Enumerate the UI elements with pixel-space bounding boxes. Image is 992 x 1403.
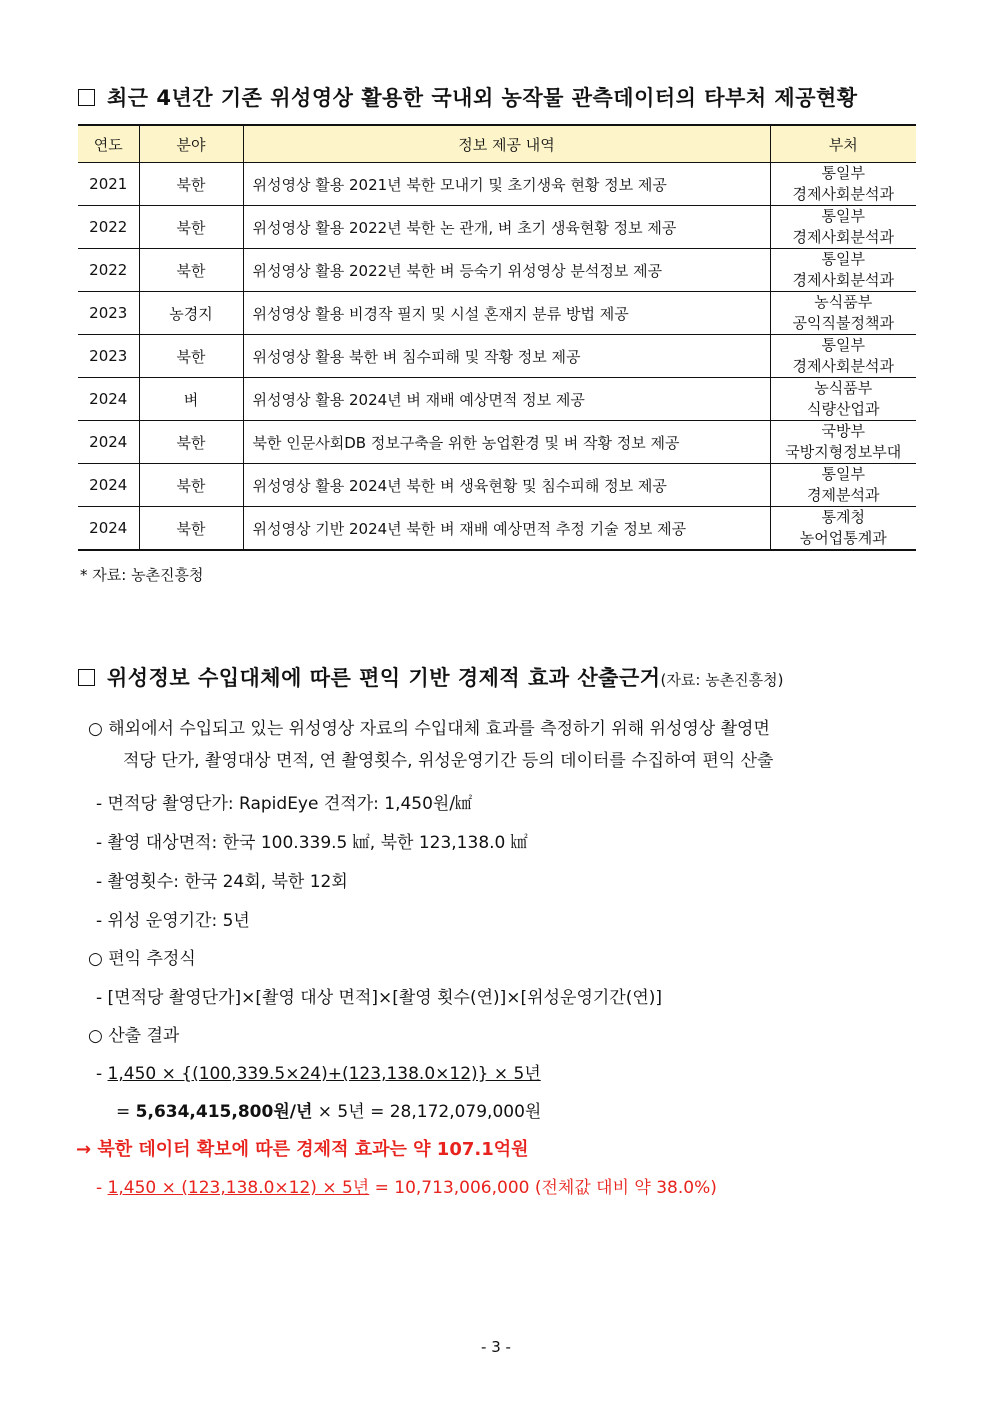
cell-field: 북한 [139, 507, 243, 551]
dept-division: 경제사회분석과 [792, 228, 894, 246]
table-header-row [78, 125, 916, 163]
table-row [78, 292, 916, 335]
dept-ministry: 통일부 [821, 164, 865, 182]
cell-field: 북한 [139, 249, 243, 292]
cell-description: 위성영상 활용 2022년 북한 벼 등숙기 위성영상 분석정보 제공 [243, 249, 770, 292]
cell-department [770, 163, 916, 206]
cell-department [770, 206, 916, 249]
item-target-area: - 촬영 대상면적: 한국 100.339.5 ㎢, 북한 123,138.0 ㎢ [96, 833, 528, 853]
calc-result-line [116, 1097, 541, 1122]
table-section-title-text: 최근 4년간 기존 위성영상 활용한 국내외 농작물 관측데이터의 타부처 제공현황 [107, 86, 858, 110]
cell-year: 2024 [78, 507, 139, 551]
cell-description: 위성영상 활용 비경작 필지 및 시설 혼재지 분류 방법 제공 [243, 292, 770, 335]
cell-description: 북한 인문사회DB 정보구축을 위한 농업환경 및 벼 작황 정보 제공 [243, 421, 770, 464]
header-field: 분야 [139, 125, 243, 163]
cell-department [770, 292, 916, 335]
nk-expression: 1,450 × (123,138.0×12) × 5년 [107, 1178, 370, 1198]
table-row [78, 378, 916, 421]
cell-field: 북한 [139, 206, 243, 249]
cell-description: 위성영상 활용 2024년 북한 벼 생육현황 및 침수피해 정보 제공 [243, 464, 770, 507]
table-row [78, 163, 916, 206]
bullet-benefit-formula: ○ 편익 추정식 [88, 949, 196, 969]
cell-year: 2022 [78, 206, 139, 249]
cell-year: 2024 [78, 464, 139, 507]
benefit-section-source: (자료: 농촌진흥청) [660, 671, 784, 689]
dept-ministry: 통일부 [821, 465, 865, 483]
source-note: * 자료: 농촌진흥청 [80, 566, 204, 584]
header-description: 정보 제공 내역 [243, 125, 770, 163]
formula-text: - [면적당 촬영단가]×[촬영 대상 면적]×[촬영 횟수(연)]×[위성운영기간(연)] [96, 988, 663, 1008]
dept-division: 경제사회분석과 [792, 185, 894, 203]
nk-prefix: - [96, 1178, 108, 1198]
cell-description: 위성영상 활용 2024년 벼 재배 예상면적 정보 제공 [243, 378, 770, 421]
cell-year: 2023 [78, 335, 139, 378]
benefit-section-title [78, 662, 784, 692]
table-row [78, 249, 916, 292]
cell-year: 2024 [78, 378, 139, 421]
conclusion-text: → 북한 데이터 확보에 따른 경제적 효과는 약 107.1억원 [76, 1139, 529, 1160]
bullet-intro-line2: 적당 단가, 촬영대상 면적, 연 촬영횟수, 위성운영기간 등의 데이터를 수집하여 편익 산출 [123, 751, 774, 771]
dept-division: 경제분석과 [807, 486, 880, 504]
cell-description: 위성영상 활용 2021년 북한 모내기 및 초기생육 현황 정보 제공 [243, 163, 770, 206]
table-row [78, 206, 916, 249]
cell-department [770, 464, 916, 507]
dept-ministry: 통일부 [821, 207, 865, 225]
table-row [78, 507, 916, 551]
dept-division: 국방지형정보부대 [785, 443, 902, 461]
bullet-intro-line1: ○ 해외에서 수입되고 있는 위성영상 자료의 수입대체 효과를 측정하기 위해 위성영상 촬영면 [88, 719, 770, 739]
cell-description: 위성영상 활용 2022년 북한 논 관개, 벼 초기 생육현황 정보 제공 [243, 206, 770, 249]
table-section-title [78, 82, 858, 112]
dept-ministry: 농식품부 [814, 379, 873, 397]
cell-department [770, 421, 916, 464]
nk-result: = 10,713,006,000 (전체값 대비 약 38.0%) [369, 1178, 717, 1198]
dept-ministry: 국방부 [821, 422, 865, 440]
dept-division: 농어업통계과 [799, 529, 887, 547]
cell-department [770, 378, 916, 421]
header-year: 연도 [78, 125, 139, 163]
cell-field: 북한 [139, 163, 243, 206]
checkbox-square-icon [78, 669, 95, 686]
cell-field: 북한 [139, 335, 243, 378]
item-unit-price: - 면적당 촬영단가: RapidEye 견적가: 1,450원/㎢ [96, 794, 473, 814]
calc-result-eq: = [116, 1102, 136, 1122]
cell-field: 벼 [139, 378, 243, 421]
checkbox-square-icon [78, 89, 95, 106]
cell-description: 위성영상 활용 북한 벼 침수피해 및 작황 정보 제공 [243, 335, 770, 378]
cell-field: 농경지 [139, 292, 243, 335]
cell-description: 위성영상 기반 2024년 북한 벼 재배 예상면적 추정 기술 정보 제공 [243, 507, 770, 551]
calc-expression-line [96, 1059, 541, 1084]
table-row [78, 335, 916, 378]
calc-result-total: × 5년 = 28,172,079,000원 [312, 1102, 542, 1122]
benefit-section-title-text: 위성정보 수입대체에 따른 편익 기반 경제적 효과 산출근거 [107, 666, 661, 690]
cell-department [770, 507, 916, 551]
cell-field: 북한 [139, 464, 243, 507]
table-row [78, 421, 916, 464]
cell-field: 북한 [139, 421, 243, 464]
calc-expression: 1,450 × {(100,339.5×24)+(123,138.0×12)} × 5년 [107, 1064, 541, 1084]
dept-division: 식량산업과 [807, 400, 880, 418]
item-operation-period: - 위성 운영기간: 5년 [96, 911, 250, 931]
dept-ministry: 통계청 [821, 508, 865, 526]
page-number: - 3 - [481, 1338, 511, 1356]
data-table [78, 124, 916, 551]
item-shooting-count: - 촬영횟수: 한국 24회, 북한 12회 [96, 872, 348, 892]
dept-division: 경제사회분석과 [792, 357, 894, 375]
cell-department [770, 335, 916, 378]
dept-ministry: 통일부 [821, 336, 865, 354]
nk-calc-line [96, 1173, 717, 1198]
cell-department [770, 249, 916, 292]
bullet-calc-result: ○ 산출 결과 [88, 1026, 180, 1046]
table-row [78, 464, 916, 507]
dept-division: 공익직불정책과 [792, 314, 894, 332]
calc-prefix: - [96, 1064, 108, 1084]
dept-ministry: 농식품부 [814, 293, 873, 311]
cell-year: 2021 [78, 163, 139, 206]
cell-year: 2023 [78, 292, 139, 335]
header-department: 부처 [770, 125, 916, 163]
dept-division: 경제사회분석과 [792, 271, 894, 289]
dept-ministry: 통일부 [821, 250, 865, 268]
cell-year: 2022 [78, 249, 139, 292]
calc-result-annual: 5,634,415,800원/년 [135, 1102, 313, 1122]
cell-year: 2024 [78, 421, 139, 464]
